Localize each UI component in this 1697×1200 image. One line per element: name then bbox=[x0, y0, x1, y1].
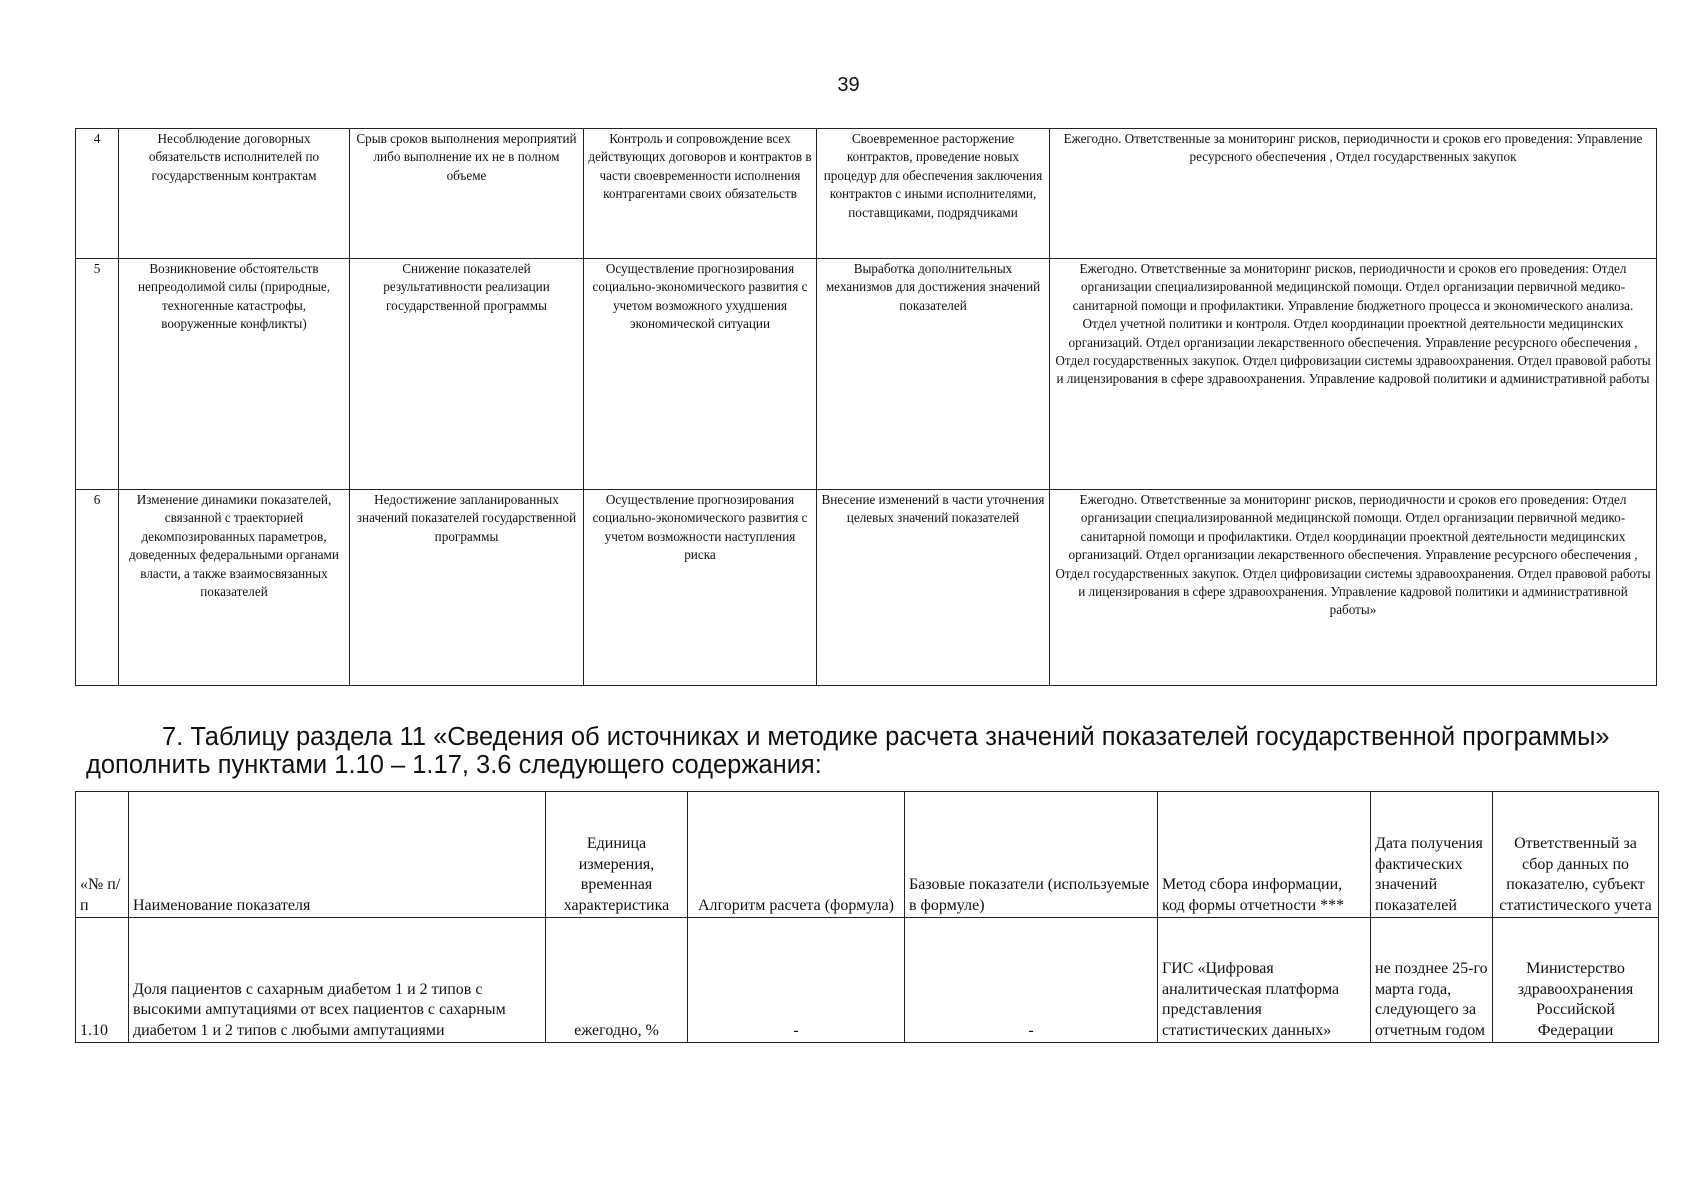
header-date: Дата получения фактических значений показателей bbox=[1371, 792, 1493, 918]
header-base: Базовые показатели (используемые в формуле) bbox=[905, 792, 1158, 918]
indicator-unit: ежегодно, % bbox=[546, 918, 688, 1043]
risk-mitigation: Осуществление прогнозирования социально-экономического развития с учетом возможного ухудшения экономической ситуации bbox=[584, 259, 817, 490]
header-method: Метод сбора информации, код формы отчетности *** bbox=[1158, 792, 1371, 918]
indicator-base: - bbox=[905, 918, 1158, 1043]
risk-description: Возникновение обстоятельств непреодолимой силы (природные, техногенные катастрофы, вооруженные конфликты) bbox=[119, 259, 350, 490]
risk-monitoring: Ежегодно. Ответственные за мониторинг рисков, периодичности и сроков его проведения: Отдел организации специализированной медицинской помощи. Отдел организации первичной медико-санитарной помощи и профилактики. Отдел координации проектной деятельности медицинских организаций. Отдел организации лекарственного обеспечения. Управление ресурсного обеспечения , Отдел государственных закупок. Отдел цифровизации системы здравоохранения. Отдел правовой работы и лицензирования в сфере здравоохранения. Управление кадровой политики и административной работы» bbox=[1050, 490, 1657, 686]
indicator-algorithm: - bbox=[688, 918, 905, 1043]
risk-table bbox=[75, 128, 1657, 686]
risk-number: 6 bbox=[76, 490, 119, 686]
risk-response: Выработка дополнительных механизмов для достижения значений показателей bbox=[817, 259, 1050, 490]
risk-consequence: Недостижение запланированных значений показателей государственной программы bbox=[350, 490, 584, 686]
header-algorithm: Алгоритм расчета (формула) bbox=[688, 792, 905, 918]
instruction-line-2: дополнить пунктами 1.10 – 1.17, 3.6 следующего содержания: bbox=[86, 751, 822, 779]
risk-number: 4 bbox=[76, 129, 119, 259]
indicator-date: не позднее 25-го марта года, следующего за отчетным годом bbox=[1371, 918, 1493, 1043]
instruction-line-1: 7. Таблицу раздела 11 «Сведения об источниках и методике расчета значений показателей государственной программы» bbox=[162, 723, 1610, 751]
risk-number: 5 bbox=[76, 259, 119, 490]
page-number: 39 bbox=[837, 74, 860, 96]
indicator-table bbox=[75, 791, 1659, 1043]
risk-description: Изменение динамики показателей, связанной с траекторией декомпозированных параметров, доведенных федеральными органами власти, а также взаимосвязанных показателей bbox=[119, 490, 350, 686]
indicator-row bbox=[76, 918, 1659, 1043]
risk-response: Своевременное расторжение контрактов, проведение новых процедур для обеспечения заключения контрактов с иными исполнителями, поставщиками, подрядчиками bbox=[817, 129, 1050, 259]
section-instruction bbox=[86, 723, 1656, 779]
indicator-name: Доля пациентов с сахарным диабетом 1 и 2 типов с высокими ампутациями от всех пациентов с сахарным диабетом 1 и 2 типов с любыми ампутациями bbox=[129, 918, 546, 1043]
indicator-num: 1.10 bbox=[76, 918, 129, 1043]
risk-consequence: Срыв сроков выполнения мероприятий либо выполнение их не в полном объеме bbox=[350, 129, 584, 259]
risk-response: Внесение изменений в части уточнения целевых значений показателей bbox=[817, 490, 1050, 686]
risk-row bbox=[76, 129, 1657, 259]
risk-monitoring: Ежегодно. Ответственные за мониторинг рисков, периодичности и сроков его проведения: Отдел организации специализированной медицинской помощи. Отдел организации первичной медико-санитарной помощи и профилактики. Управление бюджетного процесса и экономического анализа. Отдел учетной политики и контроля. Отдел координации проектной деятельности медицинских организаций. Отдел организации лекарственного обеспечения. Управление ресурсного обеспечения , Отдел государственных закупок. Отдел цифровизации системы здравоохранения. Отдел правовой работы и лицензирования в сфере здравоохранения. Управление кадровой политики и административной работы bbox=[1050, 259, 1657, 490]
header-name: Наименование показателя bbox=[129, 792, 546, 918]
indicator-responsible: Министерство здравоохранения Российской Федерации bbox=[1493, 918, 1659, 1043]
risk-mitigation: Контроль и сопровождение всех действующих договоров и контрактов в части своевременности исполнения контрагентами своих обязательств bbox=[584, 129, 817, 259]
risk-consequence: Снижение показателей результативности реализации государственной программы bbox=[350, 259, 584, 490]
header-num: «№ п/п bbox=[76, 792, 129, 918]
risk-description: Несоблюдение договорных обязательств исполнителей по государственным контрактам bbox=[119, 129, 350, 259]
risk-row bbox=[76, 259, 1657, 490]
indicator-header-row bbox=[76, 792, 1659, 918]
header-responsible: Ответственный за сбор данных по показателю, субъект статистического учета bbox=[1493, 792, 1659, 918]
header-unit: Единица измерения, временная характеристика bbox=[546, 792, 688, 918]
risk-monitoring: Ежегодно. Ответственные за мониторинг рисков, периодичности и сроков его проведения: Управление ресурсного обеспечения , Отдел государственных закупок bbox=[1050, 129, 1657, 259]
indicator-method: ГИС «Цифровая аналитическая платформа представления статистических данных» bbox=[1158, 918, 1371, 1043]
risk-row bbox=[76, 490, 1657, 686]
risk-mitigation: Осуществление прогнозирования социально-экономического развития с учетом возможности наступления риска bbox=[584, 490, 817, 686]
